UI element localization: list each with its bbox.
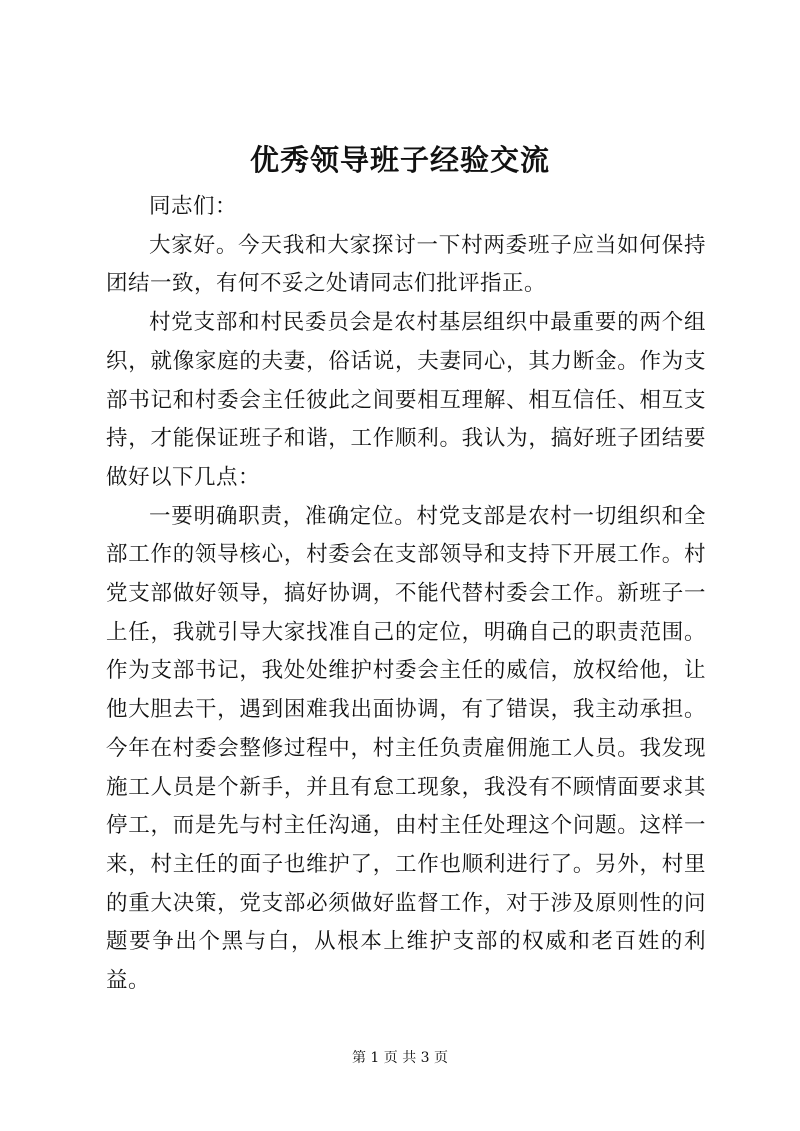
intro-paragraph: 大家好。今天我和大家探讨一下村两委班子应当如何保持团结一致，有何不妥之处请同志们批评指正。: [106, 232, 706, 297]
body-paragraph: 一要明确职责，准确定位。村党支部是农村一切组织和全部工作的领导核心，村委会在支部领导和支持下开展工作。村党支部做好领导，搞好协调，不能代替村委会工作。新班子一上任，我就引导大家找准自己的定位，明确自己的职责范围。作为支部书记，我处处维护村委会主任的威信，放权给他，让他大胆去干，遇到困难我出面协调，有了错误，我主动承担。今年在村委会整修过程中，村主任负责雇佣施工人员。我发现施工人员是个新手，并且有怠工现象，我没有不顾情面要求其停工，而是先与村主任沟通，由村主任处理这个问题。这样一来，村主任的面子也维护了，工作也顺利进行了。另外，村里的重大决策，党支部必须做好监督工作，对于涉及原则性的问题要争出个黑与白，从根本上维护支部的权威和老百姓的利益。: [106, 503, 706, 994]
document-body: [106, 188, 706, 1001]
document-title: 优秀领导班子经验交流: [249, 143, 550, 177]
body-paragraph: 村党支部和村民委员会是农村基层组织中最重要的两个组织，就像家庭的夫妻，俗话说，夫妻同心，其力断金。作为支部书记和村委会主任彼此之间要相互理解、相互信任、相互支持，才能保证班子和谐，工作顺利。我认为，搞好班子团结要做好以下几点：: [106, 310, 706, 490]
salutation-paragraph: 同志们：: [149, 194, 238, 219]
page-footer: 第 1 页 共 3 页: [351, 1050, 449, 1066]
